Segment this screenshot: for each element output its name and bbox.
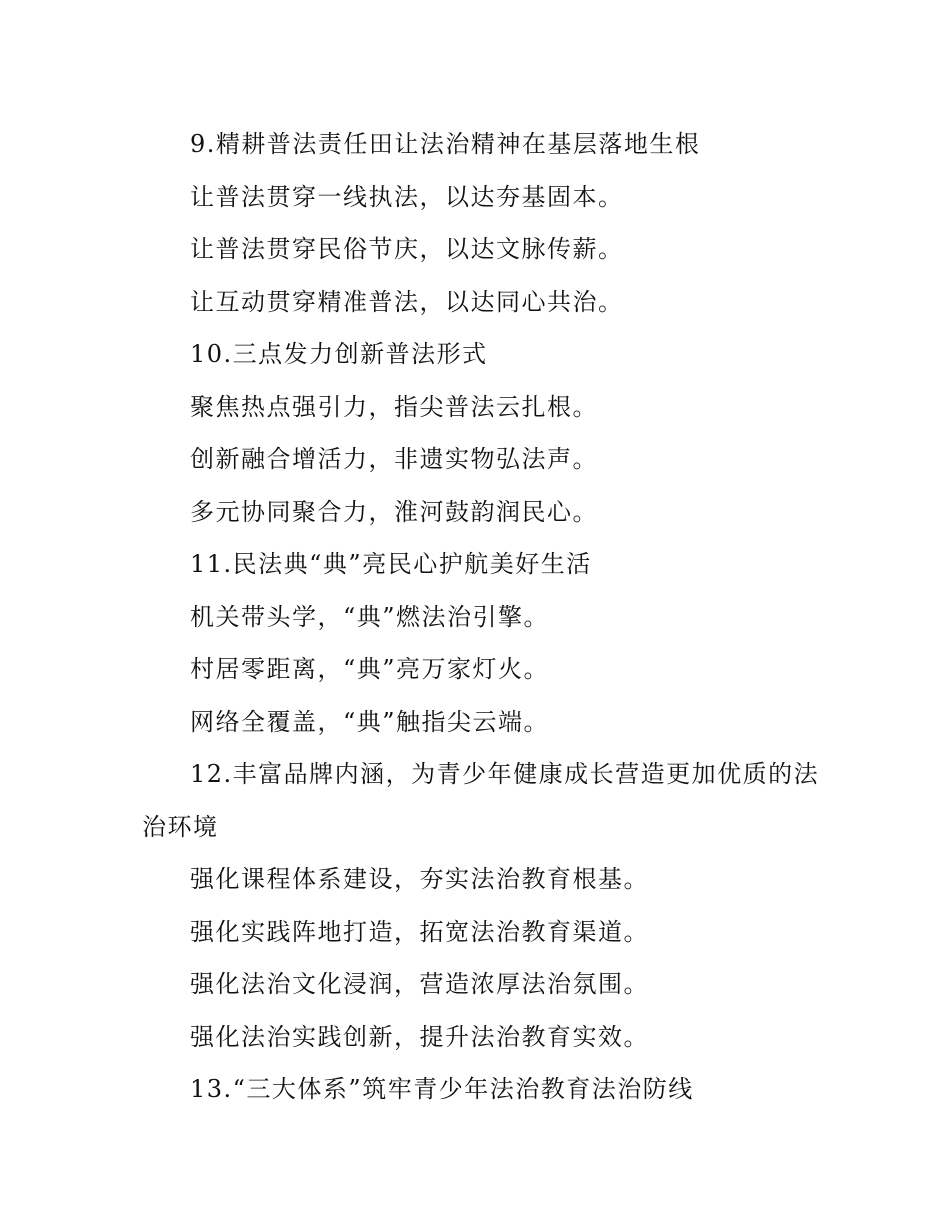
body-paragraph: 网络全覆盖，“典”触指尖云端。 [190, 707, 550, 736]
document-body [142, 118, 822, 1116]
section-heading-12: 12.丰富品牌内涵，为青少年健康成长营造更加优质的法治环境 [142, 760, 820, 841]
section-heading-11: 11.民法典“典”亮民心护航美好生活 [190, 550, 592, 578]
section-heading-9: 9.精耕普法责任田让法治精神在基层落地生根 [190, 130, 701, 158]
body-paragraph: 让普法贯穿民俗节庆，以达文脉传薪。 [190, 235, 624, 263]
body-paragraph: 让互动贯穿精准普法，以达同心共治。 [190, 287, 624, 316]
body-paragraph: 让普法贯穿一线执法，以达夯基固本。 [190, 182, 624, 211]
body-paragraph: 机关带头学，“典”燃法治引擎。 [190, 602, 550, 631]
body-paragraph: 村居零距离，“典”亮万家灯火。 [190, 655, 550, 683]
section-heading-13: 13.“三大体系”筑牢青少年法治教育法治防线 [190, 1075, 694, 1103]
body-paragraph: 强化实践阵地打造，拓宽法治教育渠道。 [190, 917, 649, 946]
body-paragraph: 聚焦热点强引力，指尖普法云扎根。 [190, 392, 598, 421]
body-paragraph: 强化课程体系建设，夯实法治教育根基。 [190, 865, 649, 893]
body-paragraph: 多元协同聚合力，淮河鼓韵润民心。 [190, 497, 598, 526]
section-heading-10: 10.三点发力创新普法形式 [190, 340, 488, 368]
body-paragraph: 强化法治实践创新，提升法治教育实效。 [190, 1022, 649, 1051]
body-paragraph: 强化法治文化浸润，营造浓厚法治氛围。 [190, 970, 649, 998]
body-paragraph: 创新融合增活力，非遗实物弘法声。 [190, 445, 598, 473]
